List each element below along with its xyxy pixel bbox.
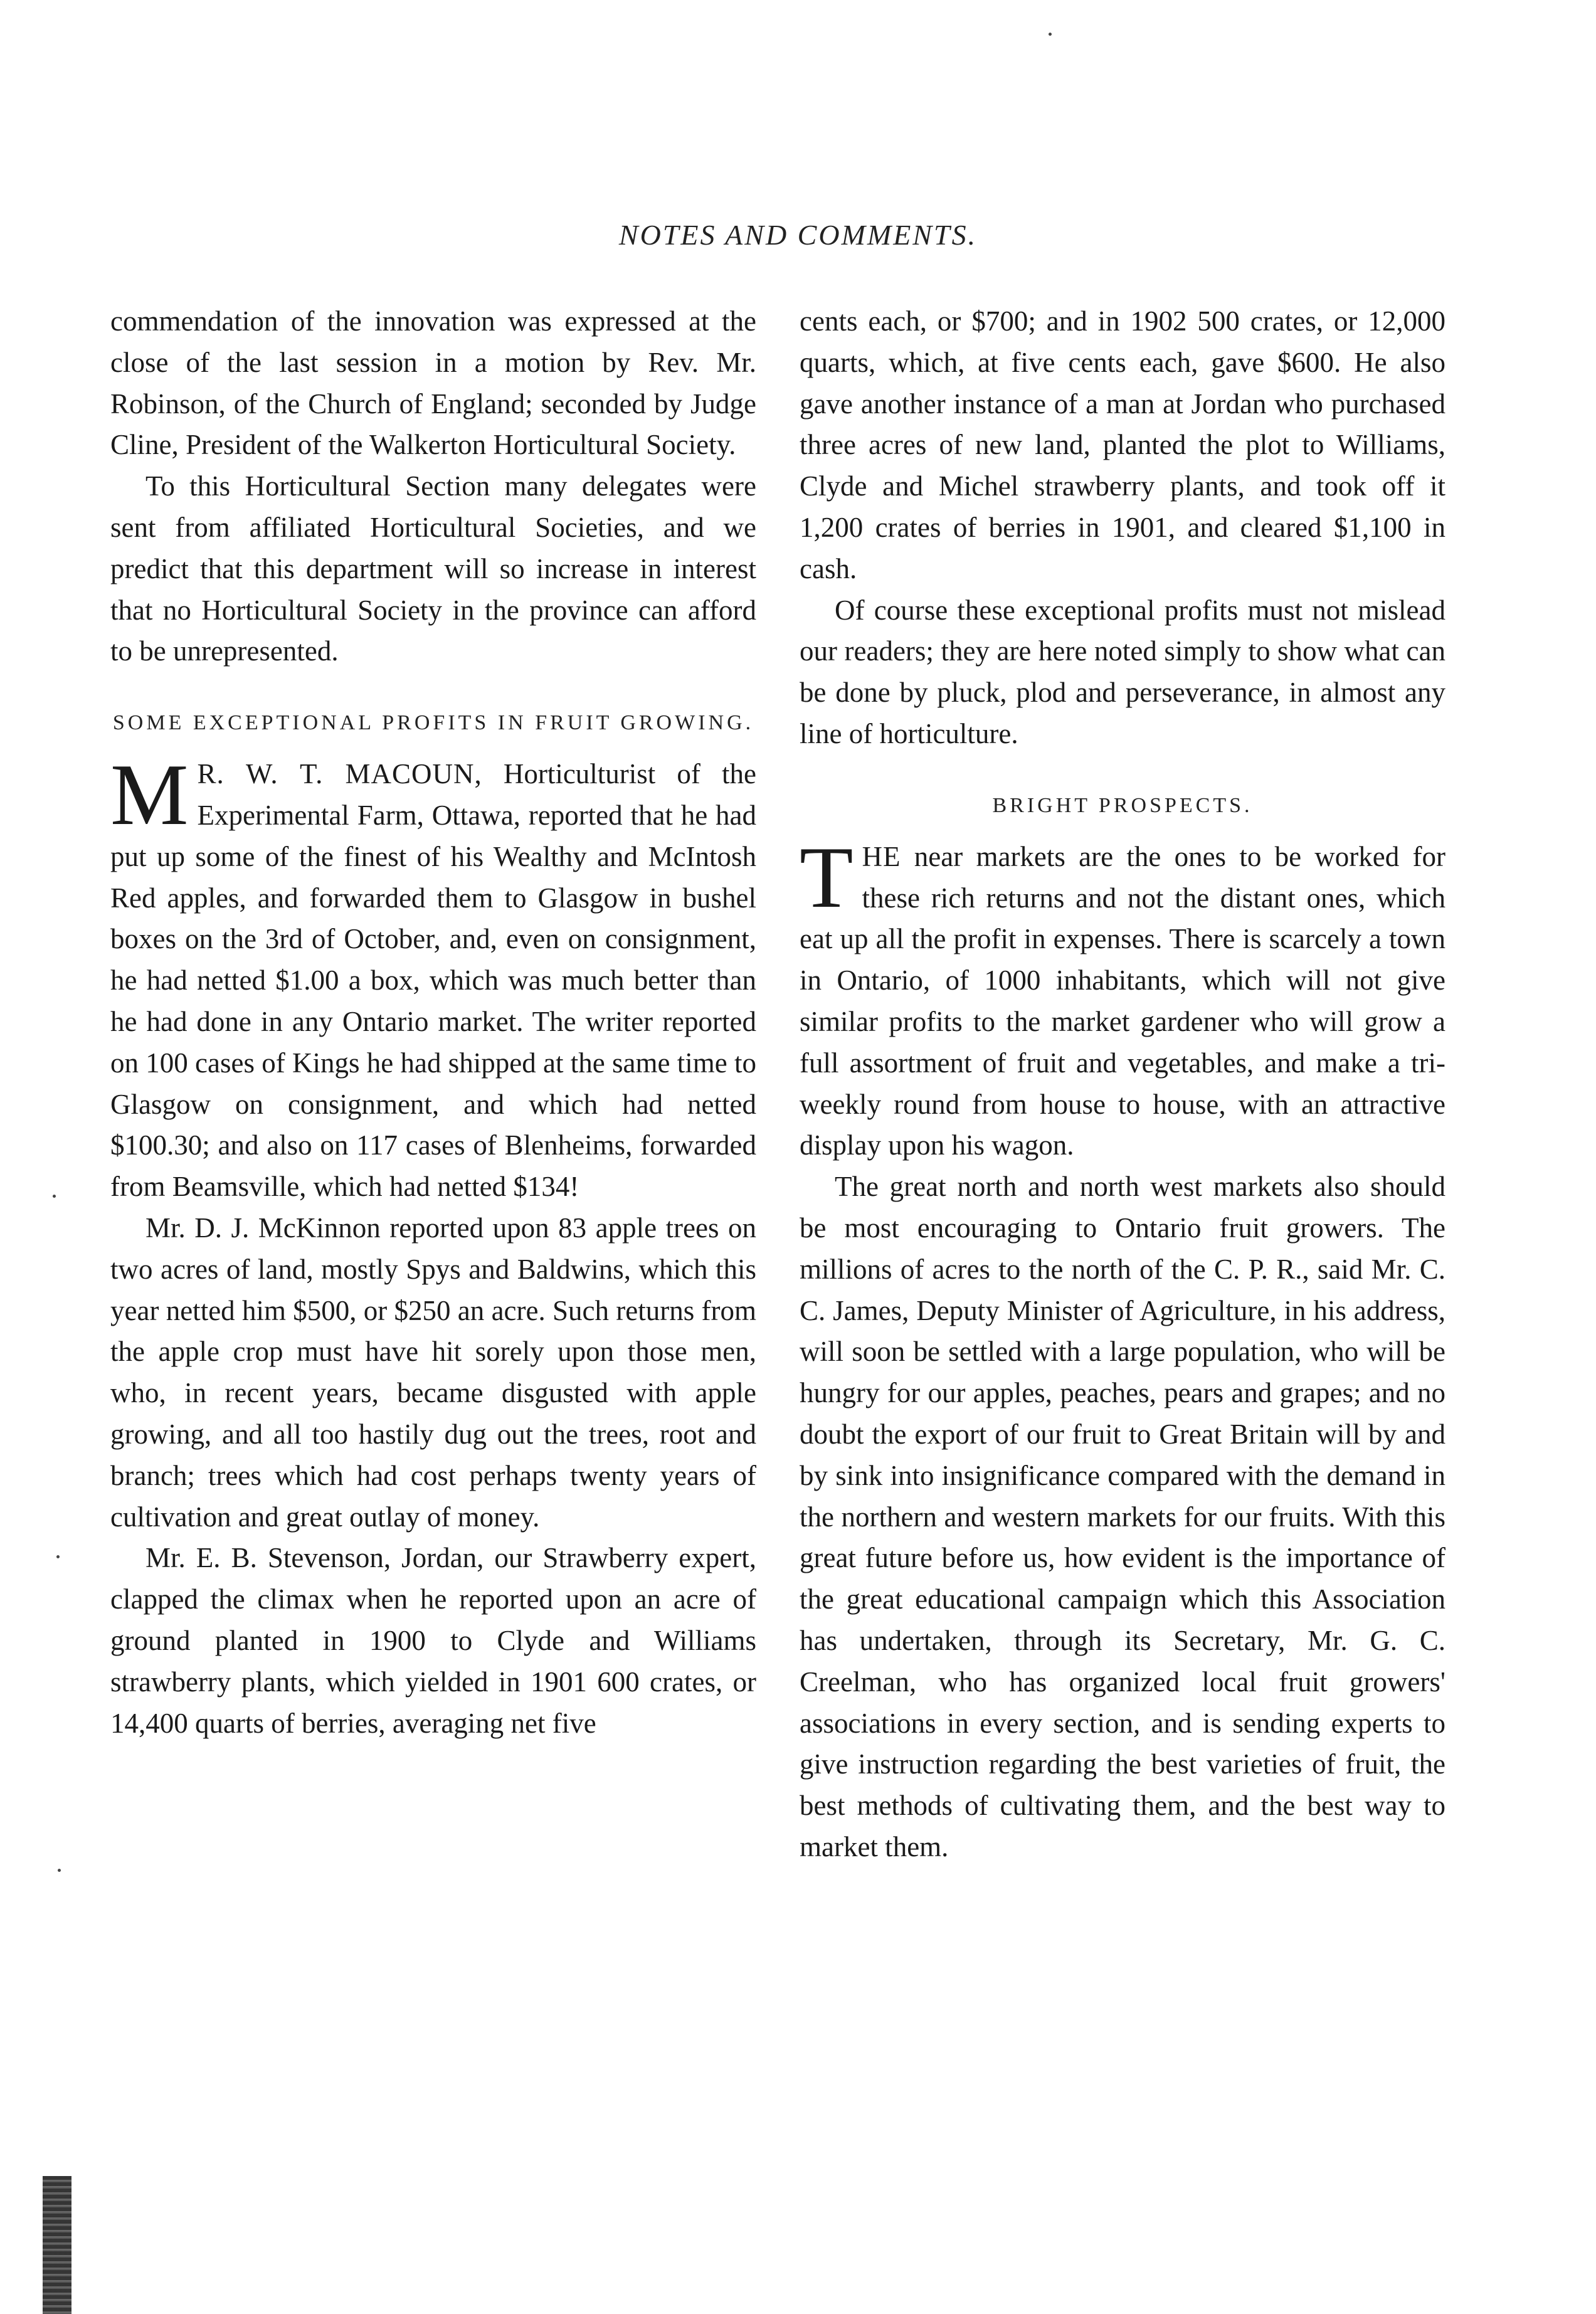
section-heading-bright-prospects: BRIGHT PROSPECTS.	[992, 793, 1253, 817]
right-paragraph-2: Of course these exceptional profits must not mislead our readers; they are here noted simply to show what can be done by pluck, plod and perseverance, in almost any line of horticulture.	[800, 594, 1445, 749]
scan-speck	[53, 1195, 56, 1198]
drop-cap: T	[800, 828, 853, 926]
drop-cap: M	[110, 746, 189, 844]
scan-speck	[58, 1869, 61, 1872]
running-head: NOTES AND COMMENTS.	[618, 219, 978, 251]
scan-speck	[56, 1555, 60, 1558]
right-column	[800, 301, 1445, 1868]
left-paragraph-4: Mr. D. J. McKinnon reported upon 83 apple trees on two acres of land, mostly Spys and Baldwins, which this year netted him $500, or $250 an acre. Such returns from the apple crop must have hit sorely upon those men, who, in recent years, became disgusted with apple growing, and all too hastily dug out the trees, root and branch; trees which had cost perhaps twenty years of cultivation and great outlay of money.	[110, 1212, 756, 1533]
right-paragraph-1: cents each, or $700; and in 1902 500 crates, or 12,000 quarts, which, at five cents each, gave $600. He also gave another instance of a man at Jordan who purchased three acres of new land, planted the plot to Williams, Clyde and Michel strawberry plants, and took off it 1,200 crates of berries in 1901, and cleared $1,100 in cash.	[800, 305, 1445, 584]
binding-edge-mark	[43, 2176, 71, 2314]
scan-speck	[1049, 33, 1052, 36]
left-paragraph-3-text: Horticulturist of the Experimental Farm, Ottawa, reported that he had put up some of the finest of his Wealthy and McIntosh Red apples, and forwarded them to Glasgow in bushel boxes on the 3rd of October, and, even on consignment, he had netted $1.00 a box, which was much better than he had done in any Ontario market. The writer reported on 100 cases of Kings he had shipped at the same time to Glasgow on consignment, and which had netted $100.30; and also on 117 cases of Blenheims, forwarded from Beamsville, which had netted $134!	[110, 758, 756, 1203]
right-paragraph-4: The great north and north west markets also should be most encouraging to Ontario fruit growers. The millions of acres to the north of the C. P. R., said Mr. C. C. James, Deputy Minister of Agriculture, in his address, will soon be settled with a large population, who will be hungry for our apples, peaches, pears and grapes; and no doubt the export of our fruit to Great Britain will by and by sink into insignificance compared with the demand in the northern and western markets for our fruits. With this great future before us, how evident is the importance of the great educational campaign which this Association has undertaken, through its Secretary, Mr. G. C. Creelman, who has organized local fruit growers' associations in every section, and is sending experts to give instruction regarding the best varieties of fruit, the best methods of cultivating them, and the best way to market them.	[800, 1171, 1445, 1862]
lead-in-caps: HE	[862, 840, 901, 872]
section-heading-exceptional-profits: SOME EXCEPTIONAL PROFITS IN FRUIT GROWING.	[112, 711, 754, 735]
left-column	[110, 301, 756, 1744]
right-paragraph-3-text: near markets are the ones to be worked for these rich returns and not the distant ones, which eat up all the profit in expenses. There is scarcely a town in Ontario, of 1000 inhabitants, which will not give similar profits to the market gardener who will grow a full assortment of fruit and vegetables, and make a tri-weekly round from house to house, with an attractive display upon his wagon.	[800, 840, 1445, 1161]
left-paragraph-5: Mr. E. B. Stevenson, Jordan, our Strawberry expert, clapped the climax when he reported upon an acre of ground planted in 1900 to Clyde and Williams strawberry plants, which yielded in 1901 600 crates, or 14,400 quarts of berries, averaging net five	[110, 1542, 756, 1739]
left-paragraph-3	[110, 746, 756, 1208]
left-paragraph-1: commendation of the innovation was expressed at the close of the last session in a motion by Rev. Mr. Robinson, of the Church of England; seconded by Judge Cline, President of the Walkerton Horticultural Society.	[110, 305, 756, 461]
lead-in-caps: R. W. T. MACOUN,	[197, 758, 482, 790]
left-paragraph-2: To this Horticultural Section many delegates were sent from affiliated Horticultural Societies, and we predict that this department will so increase in interest that no Horticultural Society in the province can afford to be unrepresented.	[110, 470, 756, 667]
right-paragraph-3	[800, 828, 1445, 1166]
